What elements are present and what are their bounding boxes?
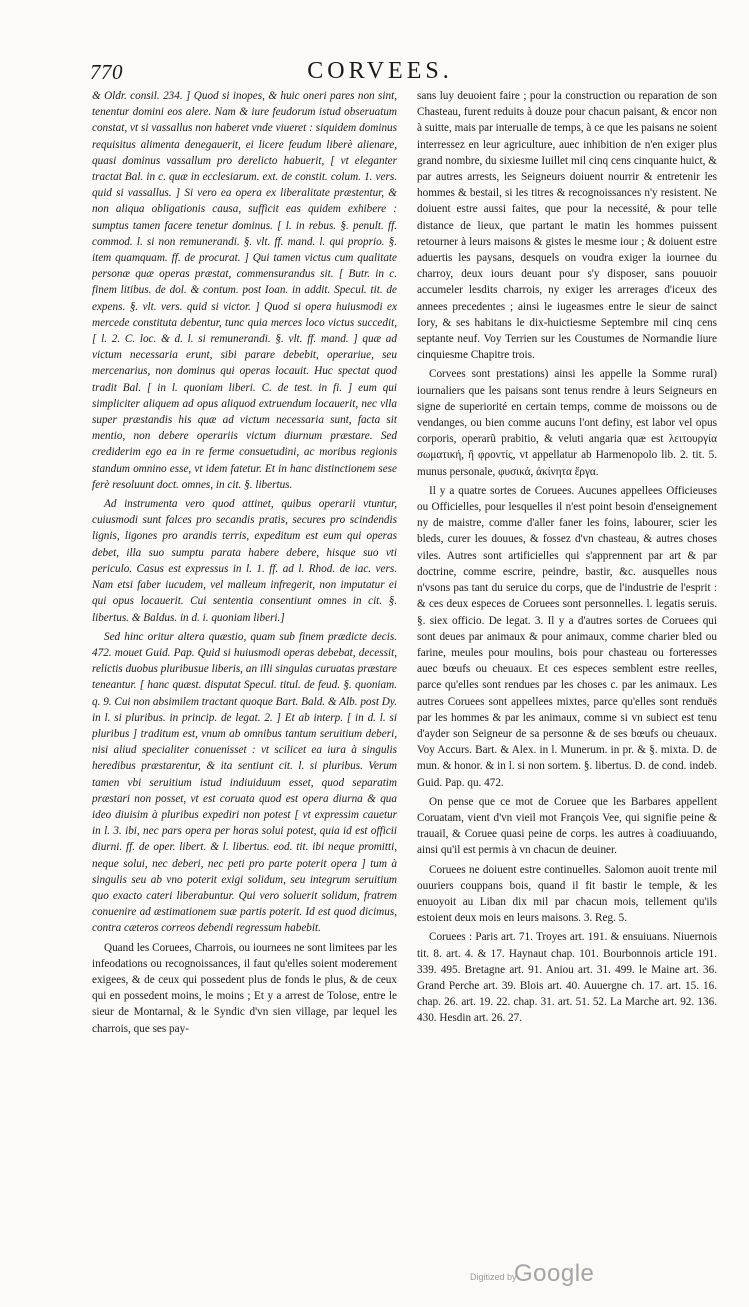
google-logo: Google: [514, 1260, 595, 1287]
page-title: CORVEES.: [307, 58, 453, 84]
right-paragraph-6: Coruees : Paris art. 71. Troyes art. 191. & ensuiuans. Niuernois tit. 8. art. 4. & 17. Haynaut chap. 101. Bourbonnois article 191. 339. 495. Bretagne art. 91. Aniou art. 31. 499. le Maine art. 36. Grand Perche art. 39. Blois art. 40. Auuergne ch. 17. art. 15. 16. chap. 26. art. 19. 22. chap. 31. art. 51. 52. La Marche art. 92. 136. 430. Hesdin art. 26. 27.: [417, 931, 717, 1025]
right-paragraph-4: On pense que ce mot de Coruee que les Barbares appellent Coruatam, vient d'vn vieil mot François Vee, qui signifie peine & trauail, & Coruee quasi peine de corps. les autres à coadiuuando, ainsi qu'il est permis à vn chacun de deuiner.: [417, 795, 717, 857]
page-header: [60, 58, 700, 92]
left-paragraph-2: Ad instrumenta vero quod attinet, quibus operarii vtuntur, cuiusmodi sunt falces pro secandis pratis, secures pro scindendis lignis, ligones pro arandis terris, expeditum est eum qui operas debet, illa suo sumptu parata habere debere, hisque suo vti periculo. Casus est expressus in l. 1. ff. ad l. Rhod. de iac. vers. Nam etsi faber iucudem, vel malleum infregerit, non imputatur ei qui opus locauerit. Cui sententia consentiunt omnes in cit. §. libertus. & Baldus. in d. i. quoniam liberi.]: [92, 498, 397, 624]
left-paragraph-3: Sed hinc oritur altera quæstio, quam sub finem prædicte decis. 472. mouet Guid. Pap. Quid si huiusmodi operas debebat, decessit, relictis duobus pluribusue liberis, an illi singulas curuatas præstare teneantur. [ hanc quæst. disputat Specul. titul. de feud. §. quoniam. q. 9. Cui non absimilem tractant quoque Bart. Bald. & Alb. post Dy. in l. si pluribus. in princip. de legat. 2. ] Et ab interp. [ in d. l. si pluribus ] traditum est, vnum ab omnibus tantum seruitium deberi, nisi aliud specialiter conuenisset : vt scilicet ea iura à singulis heredibus præstarentur, & ita sentiunt cit. l. si pluribus. Verum tamen vbi seruitium istud indiuiduum esset, quod separatim præstari non posset, vt est coruata quod est opera diurna & qua ideo diuisim à pluribus expediri non potest [ vt expressim cauetur in l. 3. ibi, nec pars opera per horas solui potest, quia id est officii diurni. ff. de oper. libert. & l. libertus. eod. tit. ibi neque promitti, neque solui, nec deberi, nec peti pro parte poterit opera ] tum à singulis seu ab vno poterit exigi solidum, seu integrum seruitium quo exacto cateri liberabuntur. Qui vero soluerit solidum, fratrem conuenire ad æstimationem suæ partis poterit. Id est quod dicimus, contra cæteros correos debendi regressum habebit.: [92, 630, 397, 935]
right-paragraph-5: Coruees ne doiuent estre continuelles. Salomon auoit trente mil ouuriers couppans bois, quand il fit bastir le temple, & les enuoyoit au Liban dix mil par chacun mois, tellement qu'ils estoient deux mois en leurs maisons. 3. Reg. 5.: [417, 863, 717, 925]
page-number: 770: [90, 60, 123, 84]
right-paragraph-2: Corvees sont prestations) ainsi les appelle la Somme rural) iournaliers que les paisans sont tenus rendre à leurs Seigneurs en signe de superiorité en certain temps, comme de moissons ou de vendanges, ou bien comme aucuns l'ont definy, est labor vel opus corporis, operarũ prabitio, & veluti angaria quæ est λειτουργία σωματική, ἢ φροντίς, vt appellatur ab Harmenopolo lib. 2. tit. 5. munus personale, φυσικά, ἀκίνητα ἔργα.: [417, 368, 717, 478]
left-paragraph-1: & Oldr. consil. 234. ] Quod si inopes, & huic oneri pares non sint, tenentur domini eos alere. Nam & iure feudorum istud obseruatum constat, vt si vassallus non haberet vnde viueret : siquidem dominus requisitus alimenta denegauerit, ei licere feudum liberè alienare, quasi dominus vassallum pro derelicto habuerit, [ vt eleganter tractat Bal. in c. quæ in ecclesiarum. ext. de constit. colum. 1. vers. quid si vassallus. ] Si vero ea opera ex liberalitate præstentur, & non aliqua obligationis causa, sufficit eas quidem exhibere : sumptus tamen facere tenetur dominus. [ l. in rebus. §. penult. ff. commod. l. si non remunerandi. §. vlt. ff. mand. l. qui proprio. §. item quamquam. ff. de procurat. ] Qui tamen victus cum qualitate personæ quæ operas præstat, commensurandus sit. [ Butr. in c. finem litibus. de dol. & contum. post Ioan. in addit. Specul. tit. de expens. §. vlt. vers. quid si victor. ] Quod si opera huiusmodi ex mercede constituta debentur, tunc quia merces loco victus succedit, [ l. 2. C. loc. & d. l. si remunerandi. §. vlt. ff. mand. ] quæ ad victum necessaria erunt, sibi parare debebit, operariue, seu mercenarius, non dominus qui operas locauit. Huc spectat quod tradit Bal. [ in l. quoniam liberi. C. de test. in fi. ] eum qui simpliciter aliquem ad opus aliquod extruendum locauerit, nec vlla super præstandis his quæ ad victum necessaria sunt, facta sit mentio, non debere operariis victum diurnum præstare. Sed crediderim ego ea in re ferme consuetudini, ac moribus regionis standum omnino esse, vt idem fatetur. Et in hanc distinctionem sese ferè resoluunt doct. omnes, in cit. §. libertus.: [92, 90, 397, 491]
right-paragraph-1: sans luy deuoient faire ; pour la construction ou reparation de son Chasteau, furent reduits à douze pour chacun paisant, & encor non à suitte, mais par interualle de temps, à ce que les paisans ne soient interressez en leur agriculture, auec inhibition de n'en exiger plus grand nombre, du sixiesme Iuillet mil cinq cens cinquante huict, & par autres arrests, les Seigneurs doiuent nourrir & entretenir les hommes & bestail, si les titres & recognoissances n'y resistent. Ne doiuent estre aussi faites, que pour la necessité, & pour telle distance de lieux, que partant le matin les hommes puissent retourner à leurs maisons & gistes le mesme iour ; & doiuent estre aduertis les paysans, desquels on voudra exiger la iournee du charroy, deux iours deuant pour s'y disposer, sans pouuoir accumeler lesdits charrois, ny exiger les arrerages d'iceux des annees precedentes ; ainsi le iugeasmes entre le sieur de sainct Iory, & ses habitans le dix-huictiesme Septembre mil cinq cens septante neuf. Voy Terrien sur les Coustumes de Normandie liure cinquiesme Chapitre trois.: [417, 90, 717, 362]
watermark-prefix: Digitized by: [470, 1272, 517, 1282]
right-column: [417, 88, 717, 1198]
right-paragraph-3: Il y a quatre sortes de Coruees. Aucunes appellees Officieuses ou Officielles, pour lesquelles il n'est point besoin d'enseignement ny de maistre, comme d'aller faner les foins, labourer, scier les bleds, curer les douues, & fossez d'vn chasteau, & autres choses viles. Autres sont artificielles qui s'apprennent par art & par doctrine, comme escrire, peindre, bastir, &c. ausquelles nous n'vsons pas tant du seruice du corps, que de l'industrie de l'esprit : & ces deux especes de Coruees sont personnelles. l. legatis seruis. §. siex officio. De legat. 3. Il y a d'autres sortes de Coruees qui sont deues par animaux & pour animaux, comme charier bled ou farine, meules pour moulins, bois pour chasteau ou forteresses auec bœufs ou cheuaux. Et ces especes semblent estre reelles, parce qu'elles sont rendues par les choses c. par les animaux. Les autres Coruees sont appellees mixtes, parce qu'elles sont renduës par les hommes & par les animaux, comme si vn subiect est tenu d'ayder son Seigneur de sa personne & de ses bœufs ou cheuaux. Voy Accurs. Bart. & Alex. in l. Munerum. in pr. & §. mixta. D. de mun. & honor. & in l. si non sortem. §. libertus. D. de cond. indeb. Guid. Pap. qu. 472.: [417, 484, 717, 789]
left-column: [92, 88, 397, 1198]
google-watermark: [470, 1262, 690, 1290]
left-paragraph-4: Quand les Coruees, Charrois, ou iournees ne sont limitees par les infeodations ou recognoissances, il faut qu'elles soient moderement exigees, & de ceux qui possedent plus de fonds le plus, & de ceux qui en possedent moins, le moins ; Et y a arrest de Tolose, entre le sieur de Montarnal, & le Syndic d'vn sien village, par lequel les charrois, que ses pay-: [92, 941, 397, 1035]
